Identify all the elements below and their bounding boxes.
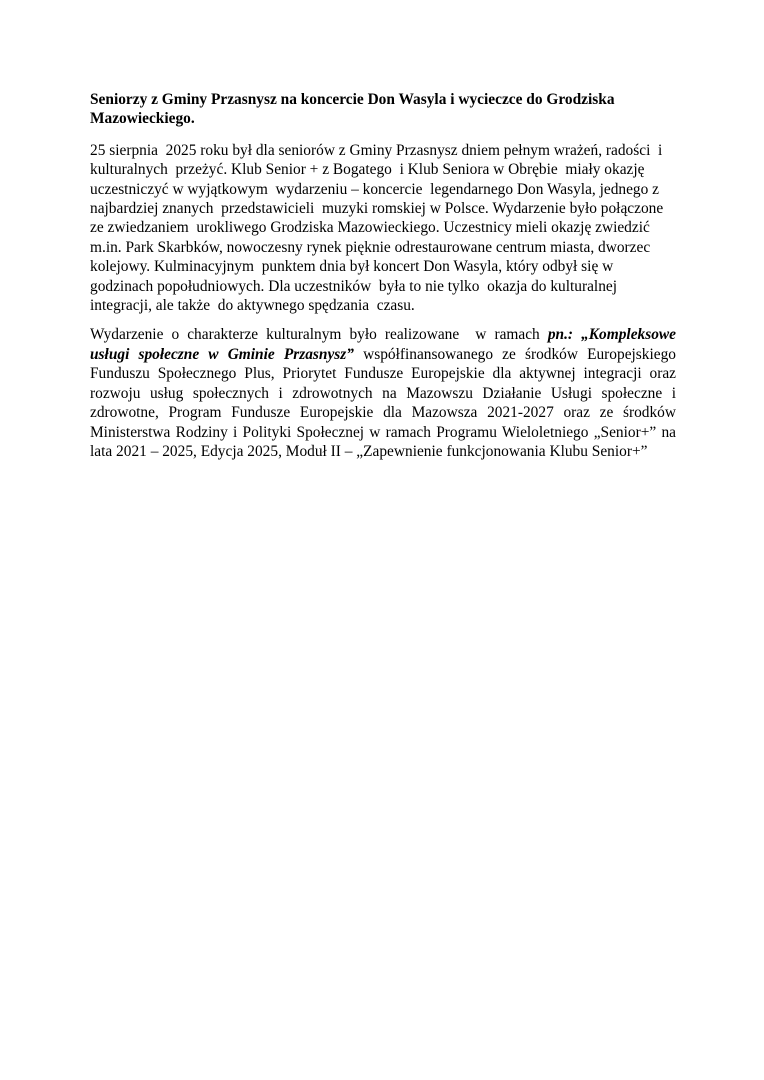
- paragraph-funding-info: [90, 325, 680, 461]
- funding-text-lead: Wydarzenie o charakterze kulturalnym było realizowane w ramach: [90, 326, 548, 344]
- paragraph-event-description: 25 sierpnia 2025 roku był dla seniorów z Gminy Przasnysz dniem pełnym wrażeń, radości i kulturalnych przeżyć. Klub Senior + z Bogatego i Klub Seniora w Obrębie miały okazję uczestniczyć w wyjątkowym wydarzeniu – koncercie legendarnego Don Wasyla, jednego z najbardziej znanych przedstawicieli muzyki romskiej w Polsce. Wydarzenie było połączone ze zwiedzaniem urokliwego Grodziska Mazowieckiego. Uczestnicy mieli okazję zwiedzić m.in. Park Skarbków, nowoczesny rynek pięknie odrestaurowane centrum miasta, dworzec kolejowy. Kulminacyjnym punktem dnia był koncert Don Wasyla, który odbył się w godzinach popołudniowych. Dla uczestników była to nie tylko okazja do kulturalnej integracji, ale także do aktywnego spędzania czasu.: [90, 141, 668, 315]
- document-content: [90, 90, 680, 471]
- project-name-emphasis: pn.: „Kompleksowe usługi społeczne w Gminie Przasnysz”: [90, 326, 680, 363]
- document-title: Seniorzy z Gminy Przasnysz na koncercie Don Wasyla i wycieczce do Grodziska Mazowieckiego.: [90, 91, 615, 128]
- funding-text-tail: współfinansowanego ze środków Europejskiego Funduszu Społecznego Plus, Priorytet Fundusze Europejskie dla aktywnej integracji oraz rozwoju usług społecznych i zdrowotnych na Mazowszu Działanie Usługi społeczne i zdrowotne, Program Fundusze Europejskie dla Mazowsza 2021-2027 oraz ze środków Ministerstwa Rodziny i Polityki Społecznej w ramach Programu Wieloletniego „Senior+” na lata 2021 – 2025, Edycja 2025, Moduł II – „Zapewnienie funkcjonowania Klubu Senior+”: [90, 345, 680, 460]
